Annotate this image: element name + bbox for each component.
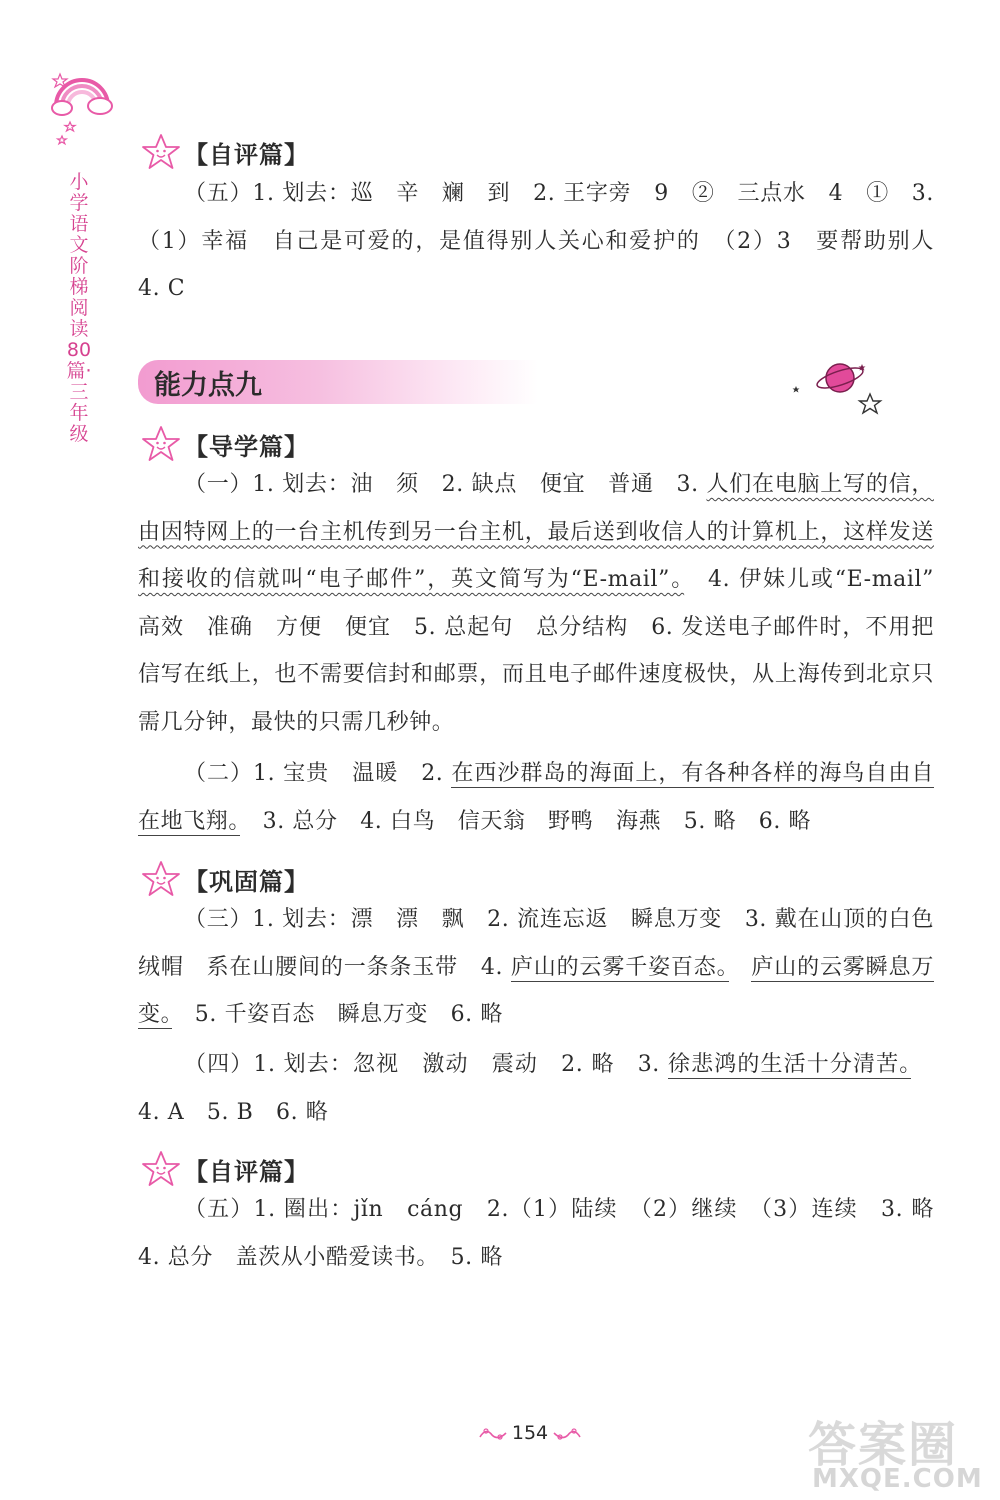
answer-text: （五）1. 划去：巡 辛 斓 到 2. 王字旁 9 ② 三点水 4 ① 3.（1）幸福 自己是可爱的，是值得别人关心和爱护的 （2）3 要帮助别人 4. C <box>138 181 957 301</box>
page-number: 154 <box>511 1422 549 1444</box>
watermark-logo: 答案圈 <box>808 1417 959 1473</box>
section-label: 【自评篇】 <box>184 140 309 169</box>
answer-text: （三）1. 划去：漂 漂 飘 2. 流连忘返 瞬息万变 3. 戴在山顶的白色绒帽 系在山腰间的一条条玉带 4. <box>138 907 934 980</box>
answer-text: 5. 千姿百态 瞬息万变 6. 略 <box>172 1002 503 1027</box>
answer-text <box>729 955 752 980</box>
answer-text: （一）1. 划去：油 须 2. 缺点 便宜 普通 3. <box>184 472 707 497</box>
rainbow-cloud-icon <box>48 60 118 150</box>
answer-paragraph-4 <box>138 1041 934 1136</box>
answer-text: 3. 总分 4. 白鸟 信天翁 野鸭 海燕 5. 略 6. 略 <box>240 808 812 834</box>
answer-text: （二）1. 宝贵 温暖 2. <box>184 761 452 786</box>
chapter-banner <box>138 360 538 404</box>
smiling-star-icon <box>140 1149 182 1189</box>
planet-icon <box>786 356 886 416</box>
section-label: 【导学篇】 <box>184 432 309 461</box>
underlined-answer: 庐山的云雾千姿百态。 <box>510 954 729 980</box>
section-header-consolidate <box>140 859 309 899</box>
smiling-star-icon <box>140 132 182 172</box>
section-header-self-eval-2 <box>140 1149 309 1189</box>
vine-ornament-icon <box>478 1423 508 1443</box>
underlined-answer: 徐悲鸿的生活十分清苦。 <box>668 1052 912 1077</box>
answer-text: （四）1. 划去：忽视 激动 震动 2. 略 3. <box>184 1052 669 1077</box>
answer-paragraph-1 <box>138 461 957 746</box>
chapter-title: 能力点九 <box>154 369 262 401</box>
answer-text: （五）1. 圈出：jǐn cáng 2.（1）陆续 （2）继续 （3）连续 3. 略 4. 总分 盖茨从小酷爱读书。 5. 略 <box>138 1197 957 1270</box>
sidebar <box>48 60 118 154</box>
answer-text: 4. 伊妹儿或“E-mail” 高效 准确 方便 便宜 5. 总起句 总分结构 6. 发送电子邮件时，不用把信写在纸上，也不需要信封和邮票，而且电子邮件速度极快，从上海传到北京只需几分钟，最快的只需几秒钟。 <box>138 567 957 735</box>
answer-paragraph-3 <box>138 896 934 1039</box>
underlined-answer: 庐山的云雾瞬息万变。 <box>138 954 934 1027</box>
answer-paragraph-5a <box>138 170 957 313</box>
answer-paragraph-5b <box>138 1186 957 1281</box>
watermark-url: MXQE.COM <box>812 1464 983 1494</box>
series-title: 小学语文阶梯阅读80篇·三年级 <box>66 171 92 445</box>
section-header-self-eval-1 <box>140 132 309 172</box>
section-label: 【巩固篇】 <box>184 867 309 896</box>
answer-text: 4. A 5. B 6. 略 <box>138 1052 934 1125</box>
watermark <box>800 1400 990 1500</box>
smiling-star-icon <box>140 424 182 464</box>
section-label: 【自评篇】 <box>184 1157 309 1186</box>
smiling-star-icon <box>140 859 182 899</box>
page-footer <box>470 1418 590 1448</box>
answer-paragraph-2 <box>138 750 934 845</box>
section-header-guide <box>140 424 309 464</box>
vine-ornament-icon <box>552 1423 582 1443</box>
underlined-answer: 在西沙群岛的海面上，有各种各样的海鸟自由自在地飞翔。 <box>138 761 934 834</box>
wavy-underlined-answer: 人们在电脑上写的信，由因特网上的一台主机传到另一台主机，最后送到收信人的计算机上，这样发送和接收的信就叫“电子邮件”，英文简写为“E-mail”。 <box>138 472 934 592</box>
